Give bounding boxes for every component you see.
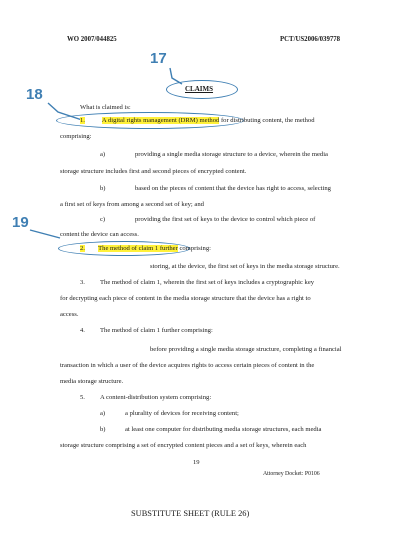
claim-4-line2: before providing a single media storage structure, completing a financial bbox=[150, 346, 342, 353]
application-number: PCT/US2006/039778 bbox=[280, 36, 341, 43]
claims-intro: What is claimed is: bbox=[80, 104, 131, 111]
callout-18-label: 18 bbox=[26, 86, 43, 103]
claim-1-comprising: comprising: bbox=[60, 133, 92, 140]
claim-2-line2: storing, at the device, the first set of keys in the media storage structure. bbox=[150, 263, 340, 270]
claim-1-c-line1: providing the first set of keys to the device to control which piece of bbox=[135, 216, 316, 223]
claim-5-b-line2: storage structure comprising a set of encrypted content pieces and a set of keys, wherein each bbox=[60, 442, 307, 449]
claim-1-number: 1. bbox=[80, 117, 85, 124]
claim-5-a-label: a) bbox=[100, 410, 106, 417]
callout-19-line bbox=[30, 230, 60, 238]
page-number: 19 bbox=[193, 459, 200, 466]
claim-1-first-line bbox=[80, 117, 315, 125]
claim-2-first-line bbox=[80, 245, 211, 253]
claim-1-b-line1: based on the pieces of content that the device has right to access, selecting bbox=[135, 185, 331, 192]
claim-3-line2: for decrypting each piece of content in the media storage structure that the device has a right to bbox=[60, 295, 311, 302]
claim-3-number: 3. bbox=[80, 279, 85, 286]
claim-1-c-label: c) bbox=[100, 216, 106, 223]
claim-1-c-line2: content the device can access. bbox=[60, 231, 139, 238]
claim-5-a-line1: a plurality of devices for receiving content; bbox=[125, 410, 239, 417]
claims-title: CLAIMS bbox=[185, 85, 214, 93]
claim-1-rest: for distributing content, the method bbox=[219, 117, 315, 124]
claim-3-line3: access. bbox=[60, 311, 79, 318]
claim-1-b-label: b) bbox=[100, 185, 106, 192]
claim-1-highlight: A digital rights management (DRM) method bbox=[101, 117, 220, 124]
claim-5-number: 5. bbox=[80, 394, 85, 401]
claim-1-a-line1: providing a single media storage structure to a device, wherein the media bbox=[135, 151, 328, 158]
callout-19-label: 19 bbox=[12, 214, 29, 231]
claim-4-number: 4. bbox=[80, 327, 85, 334]
claim-2-rest: comprising: bbox=[177, 245, 211, 252]
claim-2-number: 2. bbox=[80, 245, 85, 252]
callout-17-label: 17 bbox=[150, 50, 167, 67]
claim-1-b-line2: a first set of keys from among a second set of key; and bbox=[60, 201, 204, 208]
claim-4-line4: media storage structure. bbox=[60, 378, 124, 385]
claim-1-a-label: a) bbox=[100, 151, 106, 158]
claim-4-line1: The method of claim 1 further comprising: bbox=[100, 327, 213, 334]
claim-5-b-line1: at least one computer for distributing media storage structures, each media bbox=[125, 426, 322, 433]
claim-5-line1: A content-distribution system comprising: bbox=[100, 394, 212, 401]
claim-4-line3: transaction in which a user of the device acquires rights to access certain pieces of content in the bbox=[60, 362, 315, 369]
claim-5-b-label: b) bbox=[100, 426, 106, 433]
claim-3-line1: The method of claim 1, wherein the first set of keys includes a cryptographic key bbox=[100, 279, 315, 286]
substitute-sheet-footer: SUBSTITUTE SHEET (RULE 26) bbox=[131, 509, 250, 518]
claim-1-a-line2: storage structure includes first and second pieces of encrypted content. bbox=[60, 168, 247, 175]
attorney-docket: Attorney Docket: P0106 bbox=[263, 471, 320, 477]
publication-number: WO 2007/044825 bbox=[67, 36, 117, 43]
claim-2-highlight: The method of claim 1 further bbox=[98, 245, 178, 252]
